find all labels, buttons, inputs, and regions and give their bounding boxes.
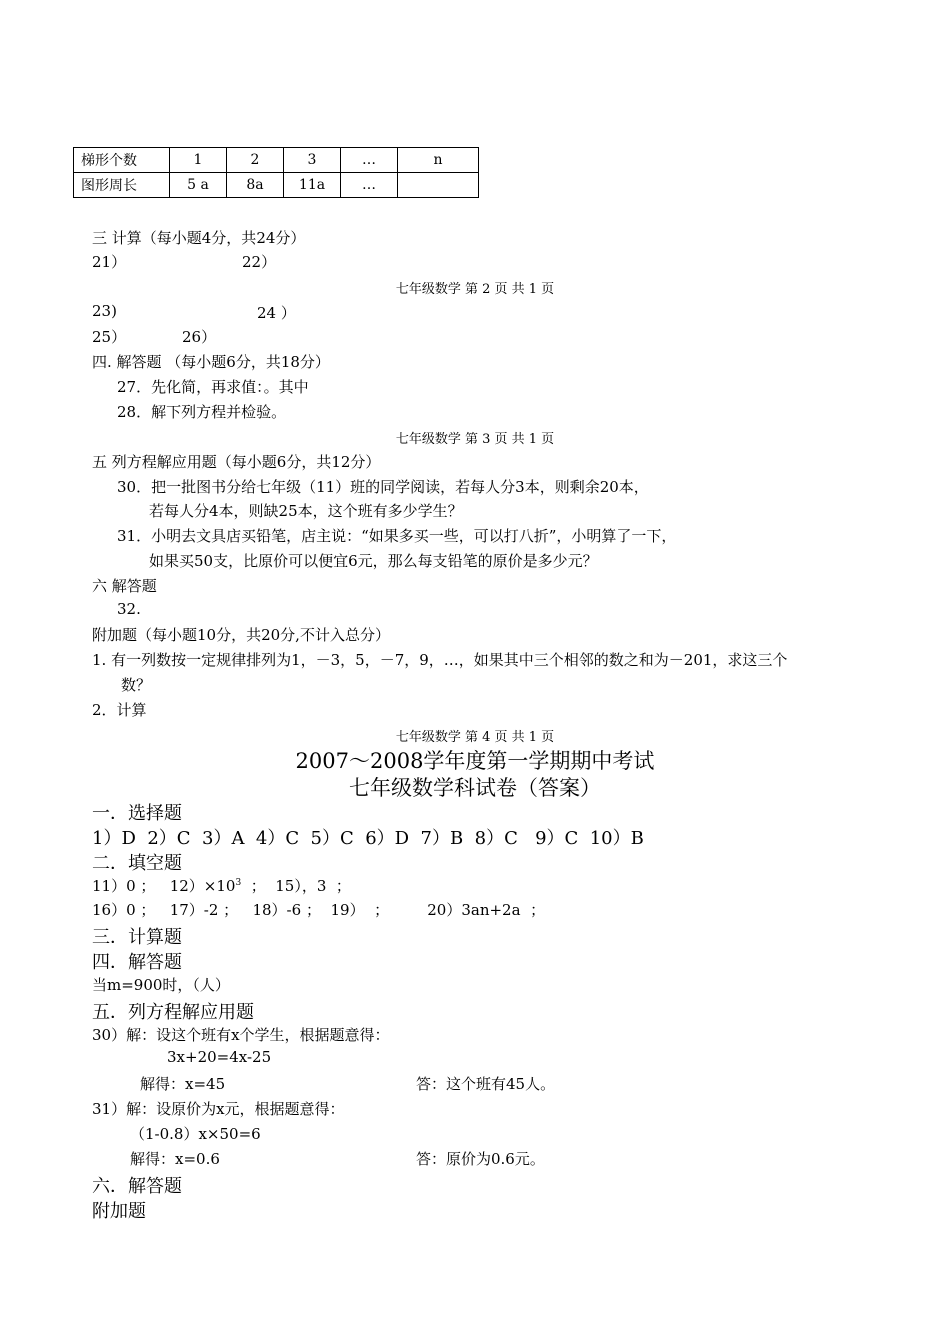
section-heading-3: 三 计算（每小题4分，共24分） [92,229,306,247]
table-row [74,173,479,198]
sequence-table [73,147,479,198]
answer-section-5: 五．列方程解应用题 [92,1002,254,1023]
answer-section-4: 四．解答题 [92,952,182,973]
question-21: 21） [92,253,127,271]
m-answer: 当m=900时，（人） [92,976,230,994]
answer-subtitle: 七年级数学科试卷（答案） [349,776,601,800]
answer-31-solution: 解得：x=0.6 [130,1150,220,1168]
answer-31-final: 答：原价为0.6元。 [416,1150,545,1168]
question-27: 27．先化简，再求值：。其中 [117,378,309,396]
question-30: 30．把一批图书分给七年级（11）班的同学阅读，若每人分3本，则剩余20本， [117,478,649,496]
fill-answers-1 [92,875,351,896]
table-cell: 2 [227,148,284,173]
table-cell: 8a [227,173,284,198]
question-32: 32. [117,600,141,618]
answer-section-1: 一．选择题 [92,803,182,824]
answer-30-solution: 解得：x=45 [140,1075,226,1093]
table-cell [398,173,479,198]
answer-bonus: 附加题 [92,1201,146,1222]
question-31-cont: 如果买50支，比原价可以便宜6元，那么每支铅笔的原价是多少元？ [149,552,598,570]
question-30-cont: 若每人分4本，则缺25本，这个班有多少学生？ [149,502,463,520]
fill-answers-2: 16）0 ； 17）-2 ； 18）-6 ； 19） ； 20）3an+2a ； [92,901,546,919]
answer-section-6: 六．解答题 [92,1176,182,1197]
question-25: 25） [92,328,127,346]
fill-answers-1a: 11）0 ； 12）×10 [92,877,236,895]
bonus-heading: 附加题（每小题10分，共20分,不计入总分） [92,626,390,644]
page-footer: 七年级数学 第 3 页 共 1 页 [395,432,555,447]
answer-30-final: 答：这个班有45人。 [416,1075,556,1093]
bonus-question-1-cont: 数？ [121,676,152,694]
answer-30-setup: 30）解：设这个班有x个学生，根据题意得： [92,1026,390,1044]
question-23: 23) [92,302,117,320]
section-heading-6: 六 解答题 [92,577,157,595]
answer-31-setup: 31）解：设原价为x元，根据题意得： [92,1100,345,1118]
table-cell: n [398,148,479,173]
table-cell: 图形周长 [74,173,170,198]
page-footer: 七年级数学 第 4 页 共 1 页 [395,730,555,745]
section-heading-5: 五 列方程解应用题（每小题6分，共12分） [92,453,381,471]
answer-31-equation: （1-0.8）x×50=6 [130,1125,261,1143]
choice-answers: 1）D 2）C 3）A 4）C 5）C 6）D 7）B 8）C 9）C 10）B [92,828,644,849]
table-cell: 梯形个数 [74,148,170,173]
question-22: 22） [242,253,277,271]
bonus-question-1: 1. 有一列数按一定规律排列为1，－3，5，－7，9，…，如果其中三个相邻的数之和为－201，求这三个 [92,651,788,669]
table-cell: … [341,173,398,198]
question-24: 24 ） [257,304,296,322]
table-cell: 5 a [170,173,227,198]
bonus-question-2: 2．计算 [92,701,147,719]
exponent: 3 [235,878,242,888]
table-cell: 11a [284,173,341,198]
answer-title: 2007～2008学年度第一学期期中考试 [295,749,655,773]
section-heading-4: 四. 解答题 （每小题6分，共18分） [92,353,330,371]
table-cell: … [341,148,398,173]
question-28: 28．解下列方程并检验。 [117,403,287,421]
answer-30-equation: 3x+20=4x-25 [167,1048,272,1066]
page-footer: 七年级数学 第 2 页 共 1 页 [395,282,555,297]
question-31: 31．小明去文具店买铅笔，店主说：“如果多买一些，可以打八折”，小明算了一下， [117,527,677,545]
table-cell: 1 [170,148,227,173]
answer-section-2: 二．填空题 [92,853,182,874]
question-26: 26） [182,328,217,346]
answer-section-3: 三．计算题 [92,927,182,948]
table-cell: 3 [284,148,341,173]
fill-answers-1b: ； 15），3 ； [241,877,351,895]
table-row [74,148,479,173]
